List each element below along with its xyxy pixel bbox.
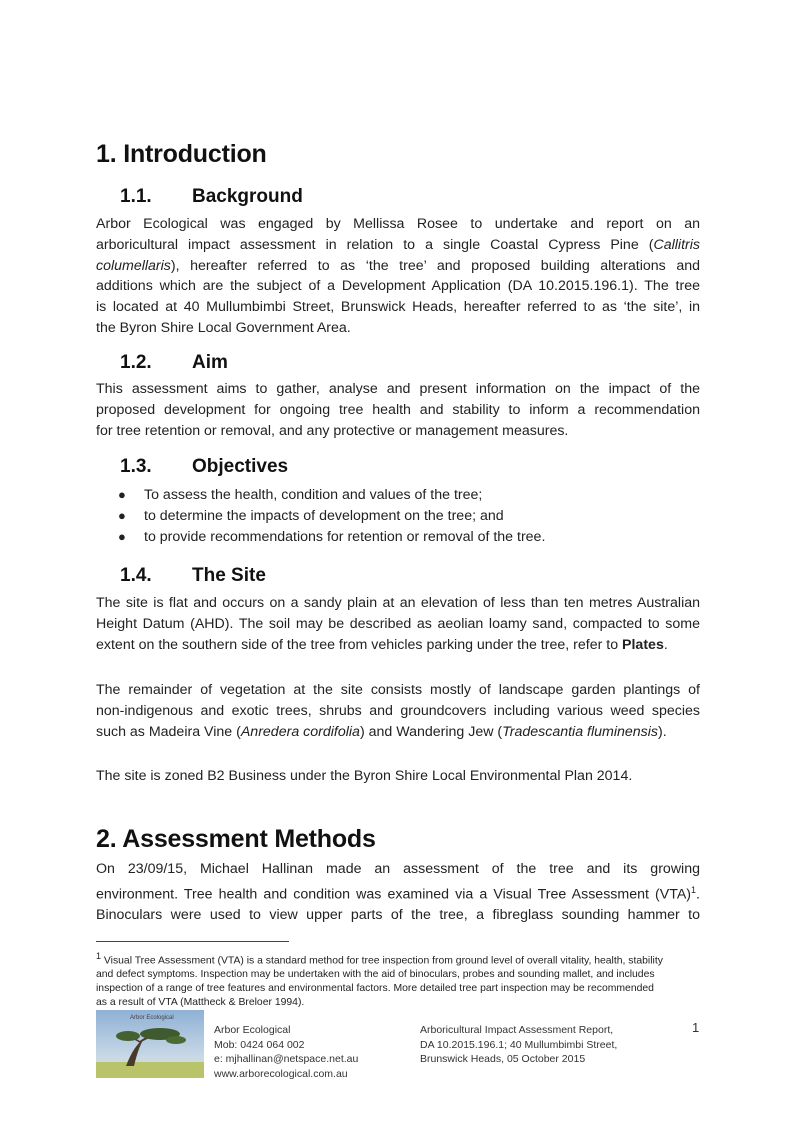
- footnote-separator: [96, 941, 289, 942]
- bullet-text: To assess the health, condition and values of the tree;: [144, 487, 483, 503]
- heading-objectives: [120, 456, 288, 478]
- logo-title: Arbor Ecological: [130, 1015, 174, 1021]
- text-run: environment. Tree health and condition was examined via a Visual Tree Assessment (VTA): [96, 886, 692, 903]
- arbor-ecological-logo: [96, 1010, 204, 1078]
- text-run: ), hereafter referred to as ‘the tree’ and proposed building alterations and: [170, 257, 700, 274]
- bullet-icon: ●: [118, 508, 126, 523]
- text-line: the Byron Shire Local Government Area.: [96, 319, 351, 336]
- text-run: .: [663, 636, 668, 653]
- text-run: extent on the southern side of the tree from vehicles parking under the tree, refer to: [96, 636, 623, 653]
- text-run: such as Madeira Vine (: [96, 723, 241, 740]
- text-run: ).: [658, 723, 667, 740]
- text-line: for tree retention or removal, and any protective or management measures.: [96, 422, 569, 439]
- text-line: On 23/09/15, Michael Hallinan made an assessment of the tree and its growing: [96, 861, 700, 877]
- footnote-number: 1: [96, 951, 102, 961]
- text-line: The site is flat and occurs on a sandy plain at an elevation of less than ten metres Australian: [96, 595, 700, 611]
- text-line: Height Datum (AHD). The soil may be described as aeolian loamy sand, compacted to some: [96, 615, 700, 632]
- section-1-title: 1. Introduction: [96, 140, 267, 168]
- heading-aim: [120, 352, 228, 374]
- text-line: Binoculars were used to view upper parts of the tree, a fibreglass sounding hammer to: [96, 907, 700, 924]
- heading-text: Background: [192, 186, 303, 207]
- footnote-line: and defect symptoms. Inspection may be undertaken with the aid of binoculars, probes and sounding mallet, and includes: [96, 969, 655, 981]
- report-reference: DA 10.2015.196.1; 40 Mullumbimbi Street,: [420, 1038, 618, 1051]
- site-paragraph-1: [96, 593, 700, 655]
- text-line: Arbor Ecological was engaged by Mellissa Rosee to undertake and report on an: [96, 216, 700, 232]
- footer-contact: [214, 1023, 358, 1081]
- footnote: [96, 949, 700, 1010]
- phone: Mob: 0424 064 002: [214, 1038, 305, 1051]
- bullet-item: [118, 508, 504, 524]
- species-name: Callitris: [653, 236, 700, 253]
- text-line: This assessment aims to gather, analyse and present information on the impact of the: [96, 381, 700, 397]
- text-line: The remainder of vegetation at the site consists mostly of landscape garden plantings of: [96, 682, 700, 698]
- report-title: Arboricultural Impact Assessment Report,: [420, 1024, 614, 1036]
- text-line: [96, 722, 700, 743]
- report-date: Brunswick Heads, 05 October 2015: [420, 1053, 586, 1065]
- heading-number: 1.2.: [120, 352, 152, 373]
- heading-number: 1.3.: [120, 456, 152, 477]
- heading-text: Aim: [192, 352, 228, 373]
- text-run: Visual Tree Assessment (VTA) is a standard method for tree inspection from ground level of overall vitality, health, stability: [101, 955, 663, 967]
- page-number: 1: [692, 1020, 700, 1035]
- text-line: proposed development for ongoing tree health and stability to inform a recommendation: [96, 401, 700, 418]
- bullet-item: [118, 487, 482, 503]
- text-run: arboricultural impact assessment in relation to a single Coastal Cypress Pine (: [96, 236, 654, 253]
- bullet-text: to provide recommendations for retention or removal of the tree.: [144, 529, 546, 545]
- background-paragraph: [96, 214, 700, 339]
- footnote-line: as a result of VTA (Mattheck & Breloer 1994).: [96, 997, 305, 1009]
- species-name: columellaris: [96, 257, 171, 274]
- text-line: [96, 235, 700, 256]
- heading-the-site: [120, 565, 266, 587]
- text-line: [96, 256, 700, 277]
- heading-text: The Site: [192, 565, 266, 586]
- email-link[interactable]: e: mjhallinan@netspace.net.au: [214, 1053, 359, 1065]
- section-2-title: 2. Assessment Methods: [96, 825, 376, 853]
- species-name: Tradescantia fluminensis: [502, 723, 659, 740]
- company-name: Arbor Ecological: [214, 1024, 291, 1036]
- bullet-icon: ●: [118, 487, 126, 502]
- footnote-line: inspection of a range of tree features and environmental factors. More detailed tree part inspection may be recommended: [96, 983, 654, 995]
- heading-text: Objectives: [192, 456, 289, 477]
- aim-paragraph: [96, 379, 700, 441]
- text-line: is located at 40 Mullumbimbi Street, Brunswick Heads, hereafter referred to as ‘the site’, in: [96, 299, 700, 316]
- text-line: [96, 880, 700, 906]
- bullet-text: to determine the impacts of development on the tree; and: [144, 508, 504, 524]
- text-line: [96, 635, 700, 656]
- bullet-item: [118, 529, 545, 545]
- heading-background: [120, 186, 303, 208]
- site-paragraph-3: [96, 766, 700, 787]
- footnote-line: [96, 949, 700, 968]
- bullet-icon: ●: [118, 529, 126, 544]
- text-line: non-indigenous and exotic trees, shrubs and groundcovers including various weed species: [96, 702, 700, 719]
- heading-number: 1.1.: [120, 186, 152, 207]
- website-link[interactable]: www.arborecological.com.au: [214, 1067, 348, 1080]
- heading-number: 1.4.: [120, 565, 152, 586]
- text-run: .: [696, 886, 700, 903]
- footer-report-info: [420, 1023, 617, 1067]
- species-name: Anredera cordifolia: [240, 723, 360, 740]
- footnote-marker[interactable]: 1: [691, 884, 697, 895]
- methods-paragraph: [96, 859, 700, 926]
- site-paragraph-2: [96, 680, 700, 742]
- plates-reference: Plates: [622, 636, 664, 653]
- text-line: The site is zoned B2 Business under the Byron Shire Local Environmental Plan 2014.: [96, 768, 633, 784]
- text-run: ) and Wandering Jew (: [359, 723, 503, 740]
- text-line: additions which are the subject of a Development Application (DA 10.2015.196.1). The tree: [96, 278, 700, 295]
